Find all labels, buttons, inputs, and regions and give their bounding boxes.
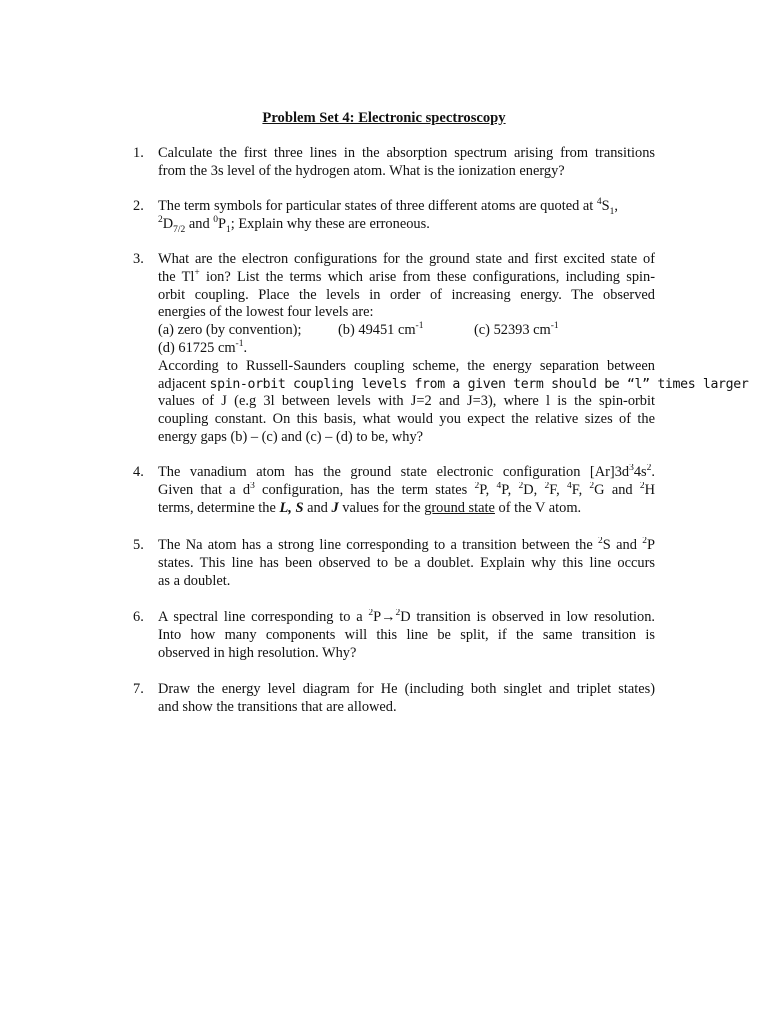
problem-number: 4. — [133, 464, 144, 480]
problem-line: from the 3s level of the hydrogen atom. What is the ionization energy? — [158, 162, 565, 179]
problem-text — [158, 609, 655, 662]
problem-line: The vanadium atom has the ground state electronic configuration $[Ar]3d^34s^2$. — [158, 464, 655, 480]
problem-text — [158, 464, 655, 517]
energy-options-row — [158, 322, 655, 340]
problem-number: 1. — [133, 145, 144, 161]
problem-line: Draw the energy level diagram for He (including both singlet and triplet states) — [158, 681, 655, 697]
problem-line: What are the electron configurations for the ground state and first excited state of — [158, 251, 655, 267]
problem-number: 6. — [133, 609, 144, 625]
problem-line: observed in high resolution. Why? — [158, 644, 357, 661]
problem-text — [158, 198, 655, 234]
problem-line: coupling constant. On this basis, what would you expect the relative sizes of the — [158, 411, 655, 428]
problem-number: 5. — [133, 537, 144, 553]
problem-line: terms, determine the L, S and J values for the ground state of the V atom. — [158, 499, 582, 516]
problem-line: adjacent spin-orbit coupling levels from a given term should be “l” times larger — [158, 375, 749, 392]
page-title: Problem Set 4: Electronic spectroscopy — [262, 110, 506, 126]
problem-line: as a doublet. — [158, 572, 231, 589]
problem-line: According to Russell-Saunders coupling scheme, the energy separation between — [158, 357, 655, 374]
problem-line: orbit coupling. Place the levels in order of increasing energy. The observed — [158, 286, 655, 303]
problem-number: 7. — [133, 681, 144, 697]
problem-line: energy gaps (b) – (c) and (c) – (d) to be, why? — [158, 428, 424, 445]
problem-line: A spectral line corresponding to a $^2$P→$^2$D transition is observed in low resolution. — [158, 609, 655, 625]
problem-line: Into how many components will this line be split, if the same transition is — [158, 626, 655, 643]
energy-option-c: (c) 52393 $cm^{-1}$ — [474, 321, 559, 339]
problem-line: and show the transitions that are allowed. — [158, 698, 397, 715]
problem-line: $^2D_{7/2}$ and $^0P_1$; Explain why these are erroneous. — [158, 215, 430, 235]
problem-text — [158, 681, 655, 717]
problem-line: The term symbols for particular states of three different atoms are quoted at $^4S_1$, — [158, 197, 619, 217]
energy-option-d: (d) 61725 $cm^{-1}$. — [158, 339, 248, 356]
problem-line: Calculate the first three lines in the absorption spectrum arising from transitions — [158, 145, 655, 161]
problem-text — [158, 145, 655, 181]
problem-number: 2. — [133, 198, 144, 214]
problem-line: energies of the lowest four levels are: — [158, 304, 374, 321]
problem-line: values of J (e.g 3l between levels with J=2 and J=3), where l is the spin-orbit — [158, 393, 655, 410]
energy-option-b: (b) 49451 $cm^{-1}$ — [338, 321, 424, 339]
problem-number: 3. — [133, 251, 144, 267]
problem-text — [158, 537, 655, 590]
problem-line: The Na atom has a strong line corresponding to a transition between the $^2$S and $^2$P — [158, 537, 655, 553]
energy-option-a: (a) zero (by convention); — [158, 322, 302, 339]
problem-line: the Tl+ ion? List the terms which arise from these configurations, including spin- — [158, 268, 655, 285]
problem-line: Given that a $d^3$ configuration, has the term states $^2$P, $^4$P, $^2$D, $^2$F, $^4$F, $^2$G and $^2$H — [158, 481, 655, 498]
problem-line: states. This line has been observed to be a doublet. Explain why this line occurs — [158, 554, 655, 571]
problem-text — [158, 251, 749, 447]
